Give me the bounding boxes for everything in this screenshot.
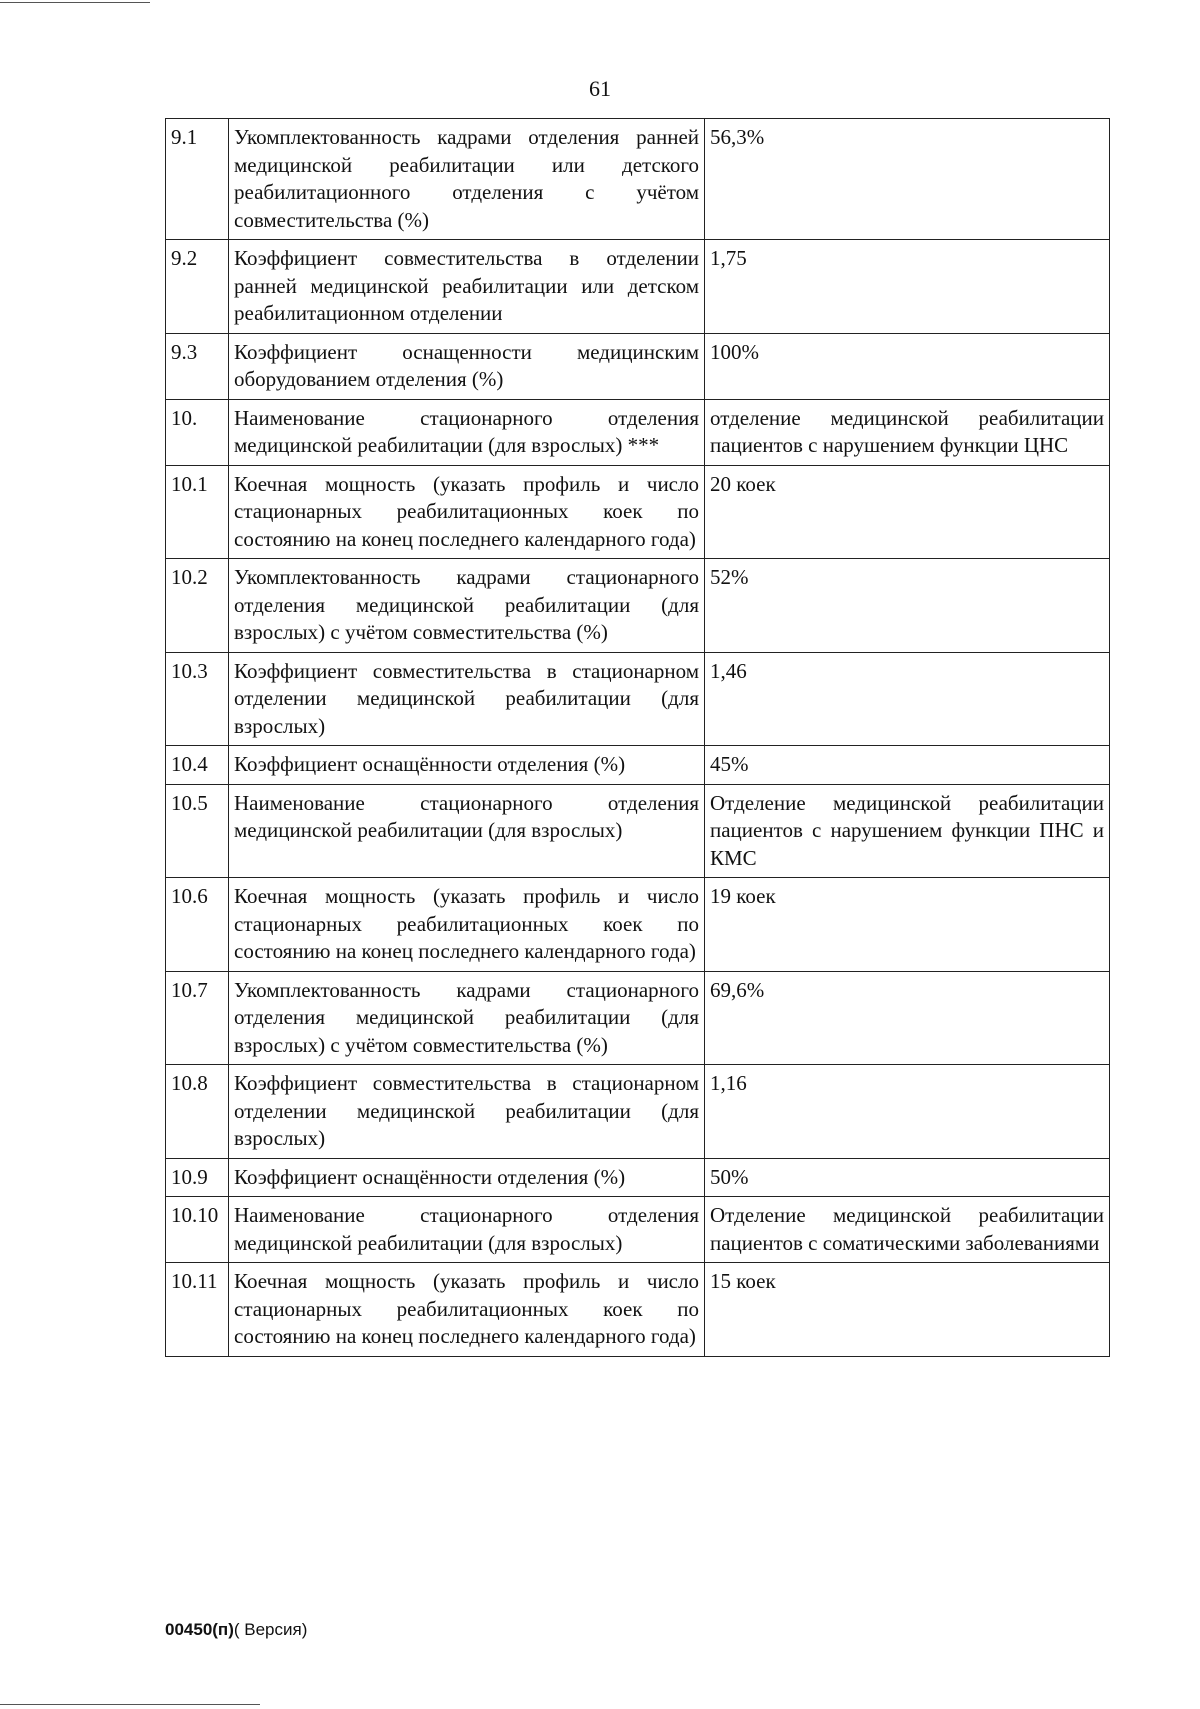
table-row <box>166 1158 1110 1197</box>
row-description: Коечная мощность (указать профиль и число стационарных реабилитационных коек по состоянию на конец последнего календарного года) <box>229 1263 705 1357</box>
row-value: 1,16 <box>705 1065 1110 1159</box>
row-description: Коечная мощность (указать профиль и число стационарных реабилитационных коек по состоянию на конец последнего календарного года) <box>229 878 705 972</box>
table-row <box>166 971 1110 1065</box>
document-footer <box>165 1620 307 1640</box>
row-number: 10.1 <box>166 465 229 559</box>
row-value: 45% <box>705 746 1110 785</box>
table-row <box>166 465 1110 559</box>
row-number: 10.7 <box>166 971 229 1065</box>
page-number: 61 <box>589 76 611 101</box>
row-description: Коэффициент оснащённости отделения (%) <box>229 1158 705 1197</box>
row-value: 19 коек <box>705 878 1110 972</box>
row-description: Укомплектованность кадрами стационарного отделения медицинской реабилитации (для взрослых) с учётом совместительства (%) <box>229 559 705 653</box>
row-description: Укомплектованность кадрами отделения ранней медицинской реабилитации или детского реабилитационного отделения с учётом совместительства (%) <box>229 119 705 240</box>
row-number: 10.6 <box>166 878 229 972</box>
row-value: 20 коек <box>705 465 1110 559</box>
row-value: Отделение медицинской реабилитации пациентов с нарушением функции ПНС и КМС <box>705 784 1110 878</box>
row-value: 52% <box>705 559 1110 653</box>
table-row <box>166 119 1110 240</box>
row-value: 1,46 <box>705 652 1110 746</box>
row-value: 100% <box>705 333 1110 399</box>
footer-code: 00450(п) <box>165 1620 234 1639</box>
row-number: 10.9 <box>166 1158 229 1197</box>
scan-edge-bottom <box>0 1704 260 1705</box>
row-number: 9.1 <box>166 119 229 240</box>
row-description: Наименование стационарного отделения медицинской реабилитации (для взрослых) *** <box>229 399 705 465</box>
scan-edge-top <box>0 2 150 3</box>
row-number: 10.3 <box>166 652 229 746</box>
row-value: 15 коек <box>705 1263 1110 1357</box>
row-description: Коэффициент оснащённости отделения (%) <box>229 746 705 785</box>
row-value: Отделение медицинской реабилитации пациентов с соматическими заболеваниями <box>705 1197 1110 1263</box>
row-value: 69,6% <box>705 971 1110 1065</box>
table-row <box>166 1065 1110 1159</box>
row-description: Наименование стационарного отделения медицинской реабилитации (для взрослых) <box>229 1197 705 1263</box>
row-description: Коэффициент оснащенности медицинским оборудованием отделения (%) <box>229 333 705 399</box>
table-row <box>166 652 1110 746</box>
table-row <box>166 240 1110 334</box>
row-description: Укомплектованность кадрами стационарного отделения медицинской реабилитации (для взрослых) с учётом совместительства (%) <box>229 971 705 1065</box>
row-value: 1,75 <box>705 240 1110 334</box>
row-description: Коэффициент совместительства в стационарном отделении медицинской реабилитации (для взрослых) <box>229 652 705 746</box>
row-number: 9.2 <box>166 240 229 334</box>
table-row <box>166 333 1110 399</box>
table-row <box>166 399 1110 465</box>
row-value: отделение медицинской реабилитации пациентов с нарушением функции ЦНС <box>705 399 1110 465</box>
row-description: Коэффициент совместительства в стационарном отделении медицинской реабилитации (для взрослых) <box>229 1065 705 1159</box>
row-number: 10.2 <box>166 559 229 653</box>
table-row <box>166 746 1110 785</box>
row-value: 56,3% <box>705 119 1110 240</box>
row-number: 10.10 <box>166 1197 229 1263</box>
row-number: 10.5 <box>166 784 229 878</box>
footer-version: ( Версия) <box>233 1620 308 1639</box>
table-row <box>166 559 1110 653</box>
row-number: 10.4 <box>166 746 229 785</box>
row-value: 50% <box>705 1158 1110 1197</box>
row-number: 10.11 <box>166 1263 229 1357</box>
row-description: Коечная мощность (указать профиль и число стационарных реабилитационных коек по состоянию на конец последнего календарного года) <box>229 465 705 559</box>
table-row <box>166 1197 1110 1263</box>
row-description: Наименование стационарного отделения медицинской реабилитации (для взрослых) <box>229 784 705 878</box>
row-number: 9.3 <box>166 333 229 399</box>
indicators-table <box>165 118 1110 1357</box>
table-row <box>166 1263 1110 1357</box>
table-row <box>166 784 1110 878</box>
row-number: 10.8 <box>166 1065 229 1159</box>
row-description: Коэффициент совместительства в отделении ранней медицинской реабилитации или детском реабилитационном отделении <box>229 240 705 334</box>
table-row <box>166 878 1110 972</box>
row-number: 10. <box>166 399 229 465</box>
